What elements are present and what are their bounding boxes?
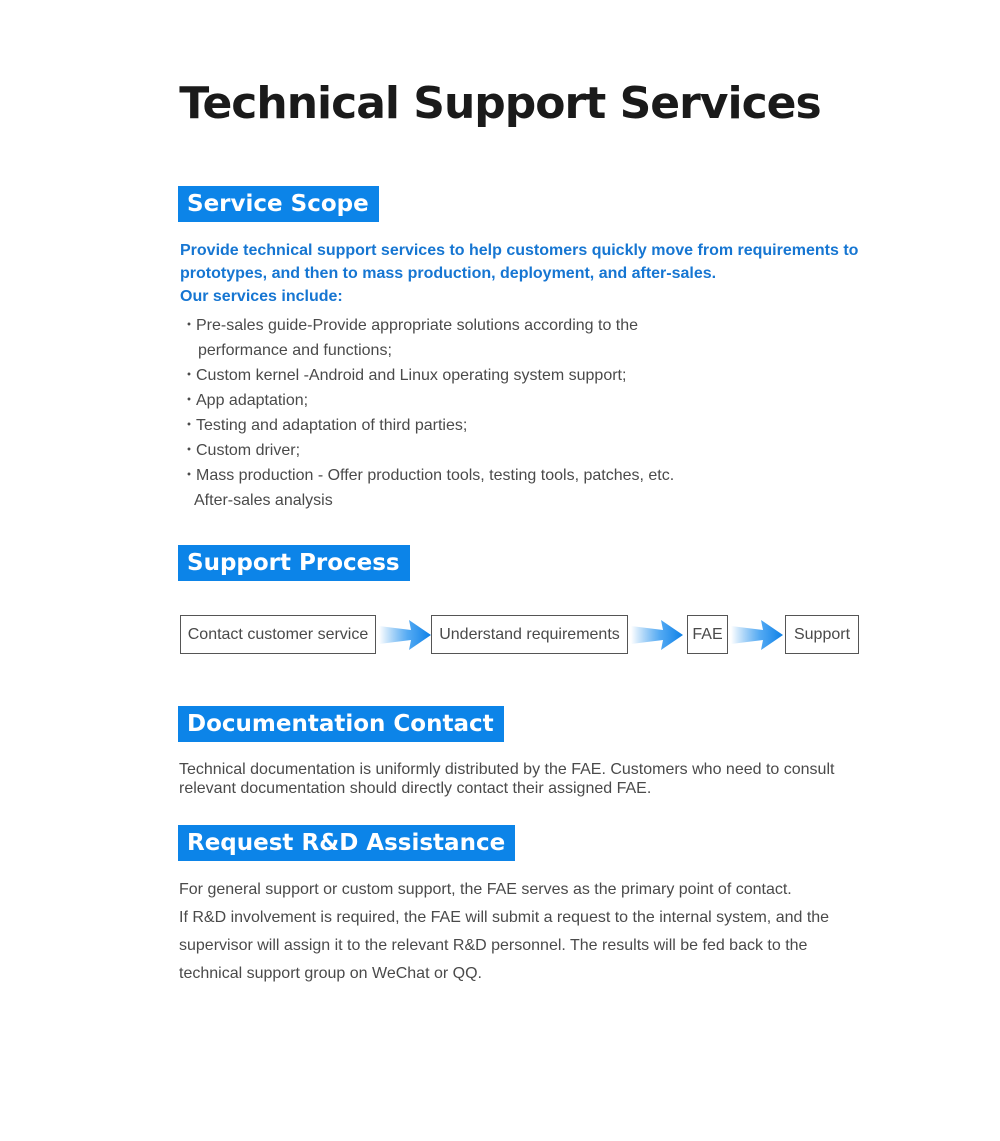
- services-include-label: Our services include:: [180, 288, 343, 305]
- list-item: [180, 438, 740, 463]
- list-item: [180, 313, 740, 363]
- rd-assistance-paragraph: If R&D involvement is required, the FAE will submit a request to the internal system, and the supervisor will assign it to the relevant R&D personnel. The results will be fed back to the technical support group on WeChat or QQ.: [179, 909, 830, 982]
- process-step-contact-customer-service: Contact customer service: [180, 615, 376, 654]
- arrow-right-icon: [379, 620, 431, 650]
- bullet-icon: ・: [181, 467, 198, 484]
- rd-assistance-paragraph: For general support or custom support, the FAE serves as the primary point of contact.: [179, 881, 792, 898]
- section-heading-documentation-contact: Documentation Contact: [178, 706, 504, 742]
- bullet-icon: ・: [181, 367, 198, 384]
- process-step-understand-requirements: Understand requirements: [431, 615, 628, 654]
- service-scope-intro-text: Provide technical support services to help customers quickly move from requirements to prototypes, and then to mass production, deployment, and after-sales.: [180, 242, 859, 282]
- list-item-text: After-sales analysis: [194, 492, 333, 509]
- list-item-text-continued: performance and functions;: [198, 342, 392, 359]
- list-item: [180, 388, 740, 413]
- process-step-support: Support: [785, 615, 859, 654]
- bullet-icon: ・: [181, 392, 198, 409]
- rd-assistance-text: [179, 876, 839, 988]
- section-heading-request-rd-assistance: Request R&D Assistance: [178, 825, 515, 861]
- bullet-icon: ・: [181, 442, 198, 459]
- list-item-text: Custom kernel -Android and Linux operating system support;: [196, 367, 627, 384]
- documentation-contact-text: Technical documentation is uniformly distributed by the FAE. Customers who need to consult relevant documentation should directly contact their assigned FAE.: [179, 761, 835, 797]
- services-list: [180, 313, 740, 513]
- list-item: [180, 488, 740, 513]
- bullet-icon: ・: [181, 417, 198, 434]
- list-item: [180, 363, 740, 388]
- bullet-icon: ・: [181, 317, 198, 334]
- arrow-right-icon: [731, 620, 783, 650]
- arrow-right-icon: [631, 620, 683, 650]
- page-title: Technical Support Services: [179, 78, 821, 129]
- process-step-fae: FAE: [687, 615, 728, 654]
- section-heading-support-process: Support Process: [178, 545, 410, 581]
- service-scope-intro: [180, 239, 860, 308]
- list-item-text: Custom driver;: [196, 442, 301, 459]
- list-item: [180, 463, 740, 488]
- list-item-text: App adaptation;: [196, 392, 309, 409]
- list-item-text: Mass production - Offer production tools, testing tools, patches, etc.: [196, 467, 675, 484]
- list-item: [180, 413, 740, 438]
- section-heading-service-scope: Service Scope: [178, 186, 379, 222]
- list-item-text: Pre-sales guide-Provide appropriate solutions according to the: [196, 317, 639, 334]
- list-item-text: Testing and adaptation of third parties;: [196, 417, 468, 434]
